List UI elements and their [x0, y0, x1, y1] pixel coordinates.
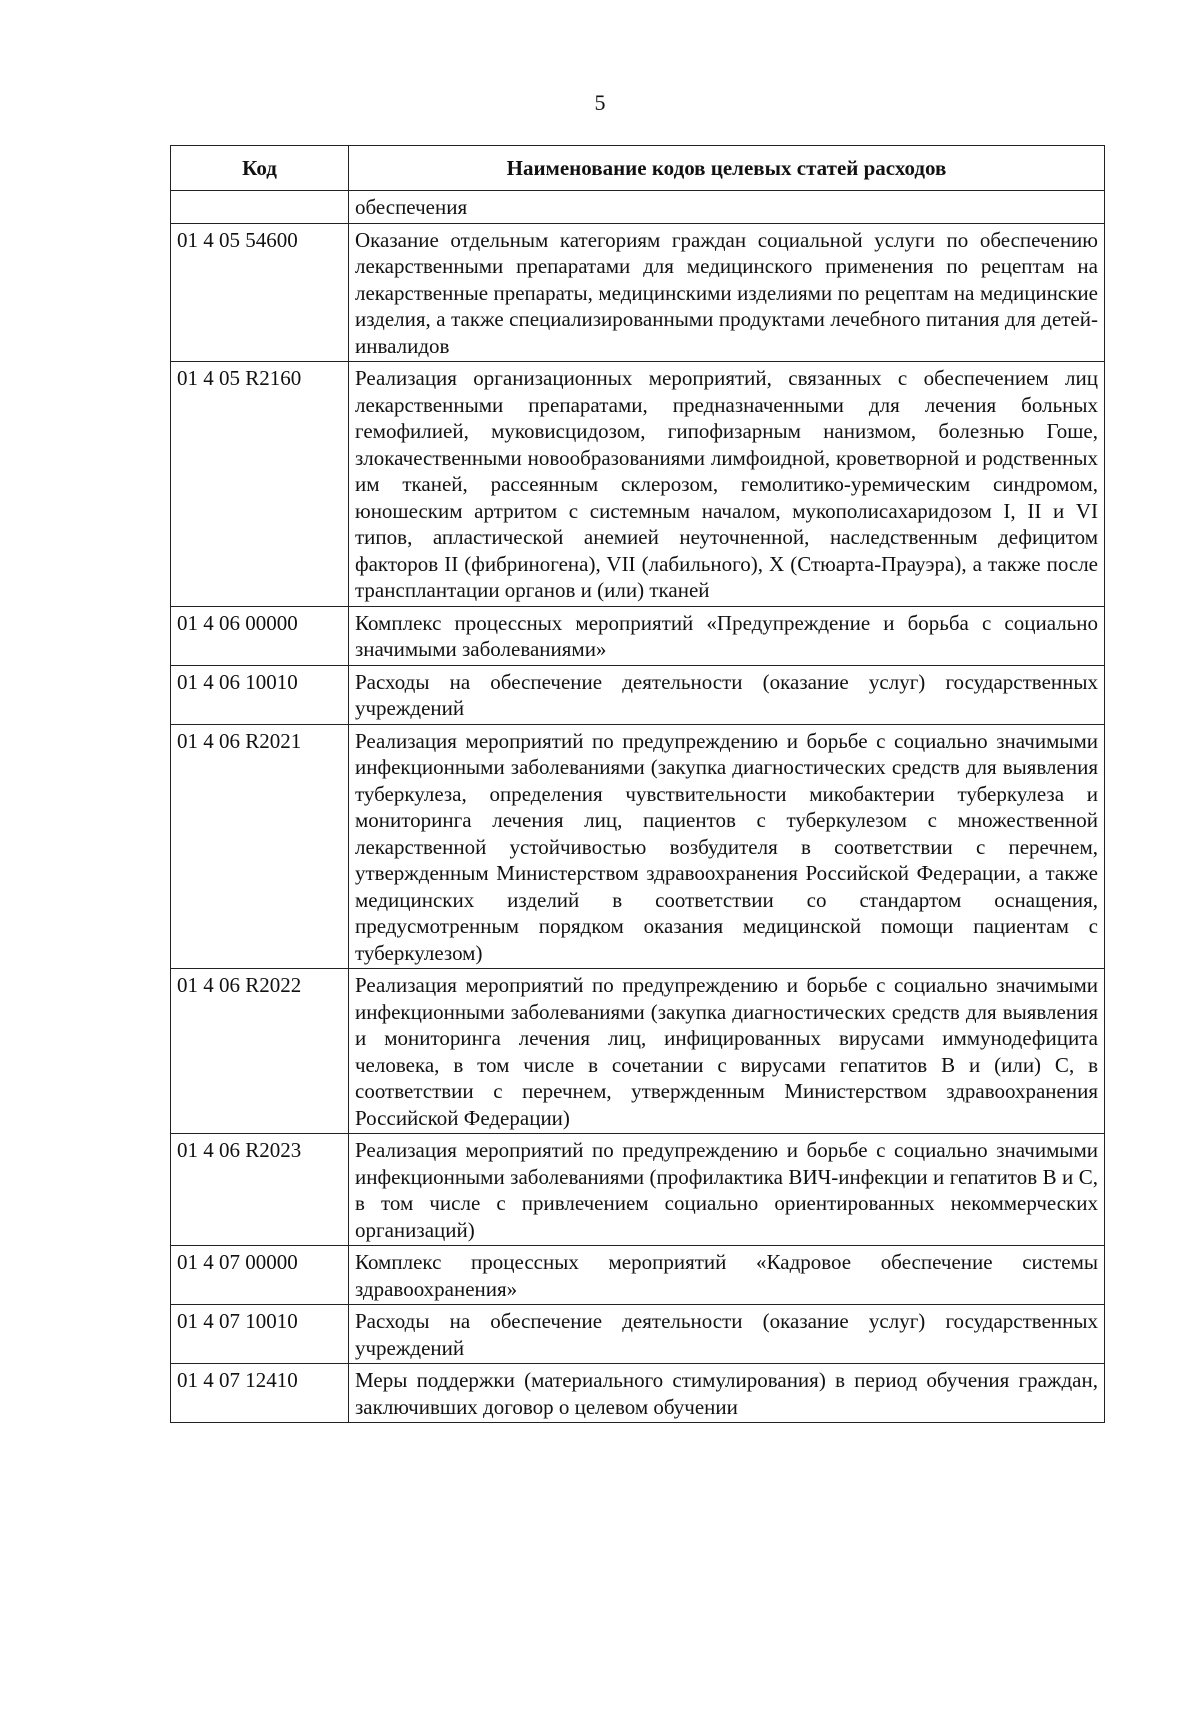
table-row — [171, 1134, 1105, 1246]
row-name: Расходы на обеспечение деятельности (оказание услуг) государственных учреждений — [349, 665, 1105, 724]
expense-codes-table — [170, 145, 1105, 1423]
table-row — [171, 606, 1105, 665]
row-name: обеспечения — [349, 191, 1105, 224]
row-code: 01 4 06 00000 — [171, 606, 349, 665]
row-code: 01 4 06 10010 — [171, 665, 349, 724]
row-name: Меры поддержки (материального стимулирования) в период обучения граждан, заключивших договор о целевом обучении — [349, 1364, 1105, 1423]
table-row — [171, 362, 1105, 607]
row-code: 01 4 06 R2023 — [171, 1134, 349, 1246]
table-row — [171, 191, 1105, 224]
row-code: 01 4 05 54600 — [171, 223, 349, 362]
row-name: Комплекс процессных мероприятий «Предупреждение и борьба с социально значимыми заболеваниями» — [349, 606, 1105, 665]
row-code: 01 4 06 R2021 — [171, 724, 349, 969]
row-code: 01 4 06 R2022 — [171, 969, 349, 1134]
table-row — [171, 223, 1105, 362]
table-row — [171, 1364, 1105, 1423]
row-name: Оказание отдельным категориям граждан социальной услуги по обеспечению лекарственными препаратами для медицинского применения по рецептам на лекарственные препараты, медицинскими изделиями по рецептам на медицинские изделия, а также специализированными продуктами лечебного питания для детей-инвалидов — [349, 223, 1105, 362]
row-code: 01 4 07 00000 — [171, 1246, 349, 1305]
table-header-row — [171, 146, 1105, 191]
row-name: Реализация мероприятий по предупреждению и борьбе с социально значимыми инфекционными заболеваниями (профилактика ВИЧ-инфекции и гепатитов B и C, в том числе с привлечением социально ориентированных некоммерческих организаций) — [349, 1134, 1105, 1246]
row-name: Реализация мероприятий по предупреждению и борьбе с социально значимыми инфекционными заболеваниями (закупка диагностических средств для выявления и мониторинга лечения лиц, инфицированных вирусами иммунодефицита человека, в том числе в сочетании с вирусами гепатитов B и (или) C, в соответствии с перечнем, утвержденным Министерством здравоохранения Российской Федерации) — [349, 969, 1105, 1134]
table-row — [171, 665, 1105, 724]
row-name: Реализация мероприятий по предупреждению и борьбе с социально значимыми инфекционными заболеваниями (закупка диагностических средств для выявления туберкулеза, определения чувствительности микобактерии туберкулеза и мониторинга лечения лиц, пациентов с туберкулезом с множественной лекарственной устойчивостью возбудителя в соответствии с перечнем, утвержденным Министерством здравоохранения Российской Федерации, а также медицинских изделий в соответствии со стандартом оснащения, предусмотренным порядком оказания медицинской помощи пациентам с туберкулезом) — [349, 724, 1105, 969]
row-code — [171, 191, 349, 224]
header-code: Код — [171, 146, 349, 191]
table-row — [171, 724, 1105, 969]
row-name: Расходы на обеспечение деятельности (оказание услуг) государственных учреждений — [349, 1305, 1105, 1364]
row-code: 01 4 07 10010 — [171, 1305, 349, 1364]
row-name: Реализация организационных мероприятий, связанных с обеспечением лиц лекарственными препаратами, предназначенными для лечения больных гемофилией, муковисцидозом, гипофизарным нанизмом, болезнью Гоше, злокачественными новообразованиями лимфоидной, кроветворной и родственных им тканей, рассеянным склерозом, гемолитико-уремическим синдромом, юношеским артритом с системным началом, мукополисахаридозом I, II и VI типов, апластической анемией неуточненной, наследственным дефицитом факторов II (фибриногена), VII (лабильного), X (Стюарта-Прауэра), а также после трансплантации органов и (или) тканей — [349, 362, 1105, 607]
header-name: Наименование кодов целевых статей расходов — [349, 146, 1105, 191]
row-code: 01 4 05 R2160 — [171, 362, 349, 607]
row-name: Комплекс процессных мероприятий «Кадровое обеспечение системы здравоохранения» — [349, 1246, 1105, 1305]
row-code: 01 4 07 12410 — [171, 1364, 349, 1423]
table-row — [171, 969, 1105, 1134]
table-row — [171, 1305, 1105, 1364]
table-row — [171, 1246, 1105, 1305]
table-body — [171, 191, 1105, 1423]
page-number: 5 — [594, 90, 606, 115]
